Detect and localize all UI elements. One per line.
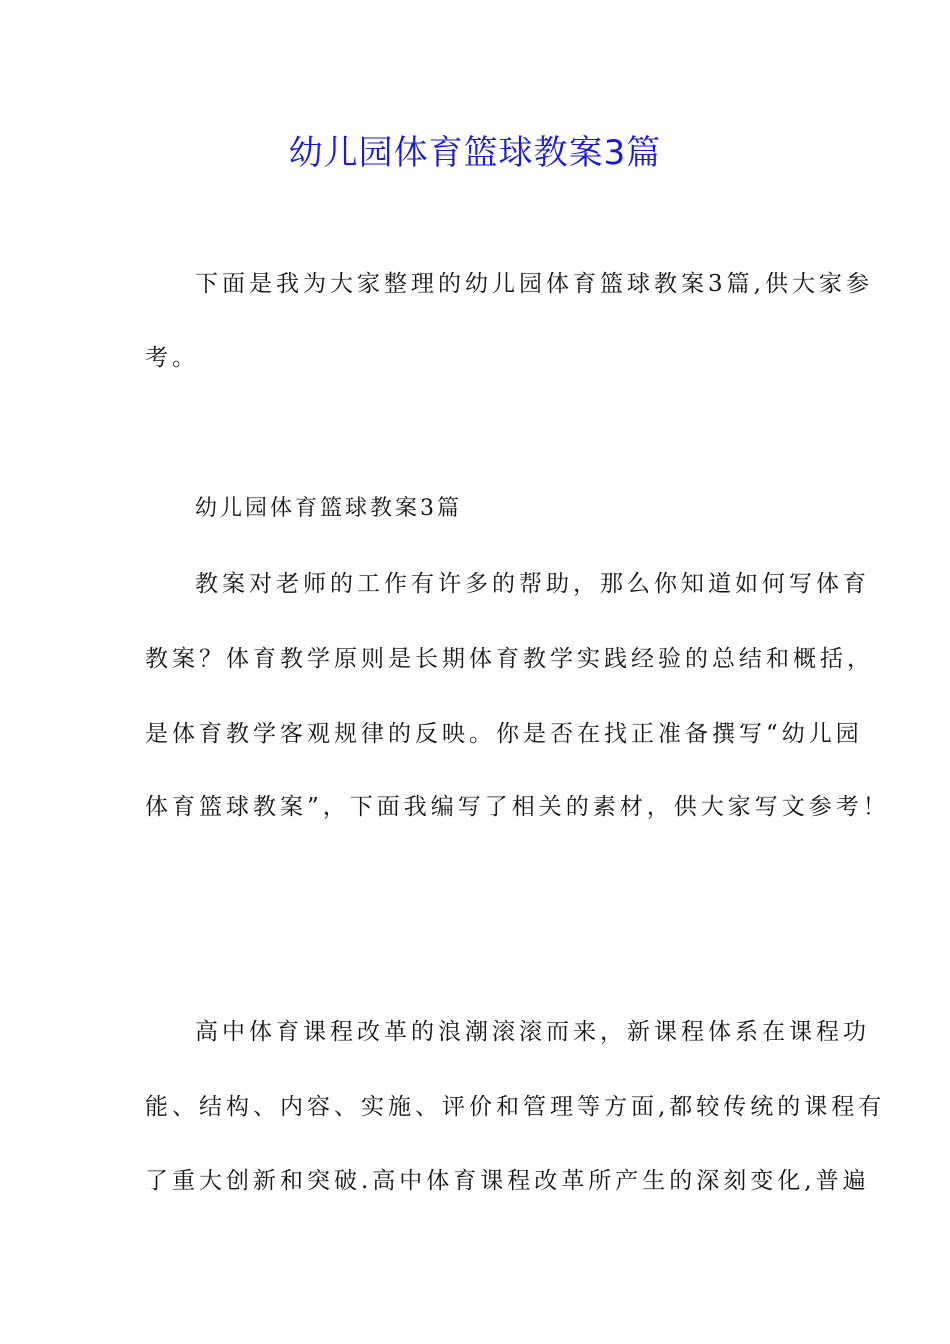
intro-line-2: 考。: [145, 345, 199, 371]
document-title: 幼儿园体育篮球教案3篇: [288, 133, 662, 173]
intro-line-1: 下面是我为大家整理的幼儿园体育篮球教案3篇,供大家参: [195, 271, 873, 297]
para2-line-2: 能、结构、内容、实施、评价和管理等方面,都较传统的课程有: [145, 1094, 886, 1120]
para1-line-2: 教案？体育教学原则是长期体育教学实践经验的总结和概括，: [145, 646, 874, 672]
para1-line-4: 体育篮球教案”，下面我编写了相关的素材，供大家写文参考！: [145, 794, 890, 820]
section-subtitle: 幼儿园体育篮球教案3篇: [195, 496, 462, 521]
para1-line-3: 是体育教学客观规律的反映。你是否在找正准备撰写“幼儿园: [145, 721, 863, 747]
para1-line-1: 教案对老师的工作有许多的帮助，那么你知道如何写体育: [195, 571, 870, 597]
para2-line-3: 了重大创新和突破.高中体育课程改革所产生的深刻变化,普遍: [145, 1168, 870, 1194]
para2-line-1: 高中体育课程改革的浪潮滚滚而来，新课程体系在课程功: [195, 1019, 870, 1045]
